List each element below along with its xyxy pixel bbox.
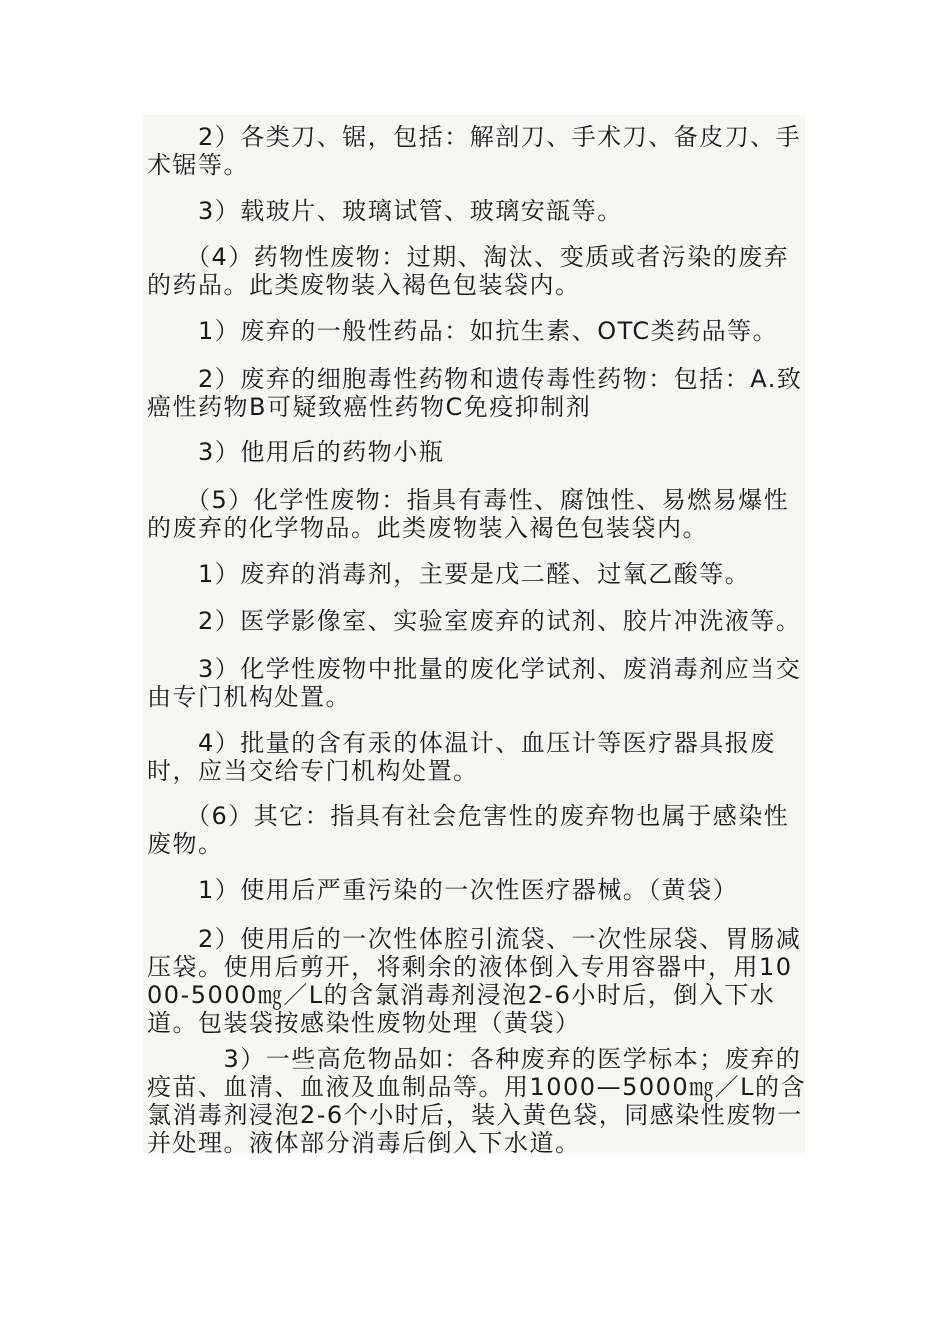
- paragraph: 2）各类刀、锯，包括：解剖刀、手术刀、备皮刀、手术锯等。: [147, 123, 802, 179]
- paragraph: 3）他用后的药物小瓶: [147, 438, 445, 466]
- paragraph: 2）废弃的细胞毒性药物和遗传毒性药物：包括：A.致癌性药物B可疑致癌性药物C免疫抑制剂: [147, 365, 803, 421]
- paragraph: 1）废弃的消毒剂，主要是戊二醛、过氧乙酸等。: [147, 560, 751, 588]
- paragraph: 1）使用后严重污染的一次性医疗器械。（黄袋）: [147, 876, 739, 904]
- paragraph: 3）载玻片、玻璃试管、玻璃安瓿等。: [147, 197, 623, 225]
- paragraph: （6）其它：指具有社会危害性的废弃物也属于感染性废物。: [147, 802, 790, 858]
- paragraph: 4）批量的含有汞的体温计、血压计等医疗器具报废时，应当交给专门机构处置。: [147, 729, 776, 785]
- document-body: [143, 115, 807, 1157]
- paragraph: 2）使用后的一次性体腔引流袋、一次性尿袋、胃肠减压袋。使用后剪开，将剩余的液体倒入专用容器中，用1000-5000㎎／L的含氯消毒剂浸泡2-6小时后，倒入下水道。包装袋按感染性废物处理（黄袋）: [147, 925, 802, 1037]
- paragraph: 1）废弃的一般性药品：如抗生素、OTC类药品等。: [147, 317, 779, 345]
- paragraph: 3）化学性废物中批量的废化学试剂、废消毒剂应当交由专门机构处置。: [147, 655, 802, 711]
- paragraph: 2）医学影像室、实验室废弃的试剂、胶片冲洗液等。: [147, 607, 802, 635]
- paragraph: （4）药物性废物：过期、淘汰、变质或者污染的废弃的药品。此类废物装入褐色包装袋内。: [147, 243, 790, 299]
- paragraph: （5）化学性废物：指具有毒性、腐蚀性、易燃易爆性的废弃的化学物品。此类废物装入褐色包装袋内。: [147, 486, 790, 542]
- paragraph: 3）一些高危物品如：各种废弃的医学标本；废弃的疫苗、血清、血液及血制品等。用1000—5000㎎／L的含氯消毒剂浸泡2-6个小时后，装入黄色袋，同感染性废物一并处理。液体部分消毒后倒入下水道。: [147, 1045, 807, 1157]
